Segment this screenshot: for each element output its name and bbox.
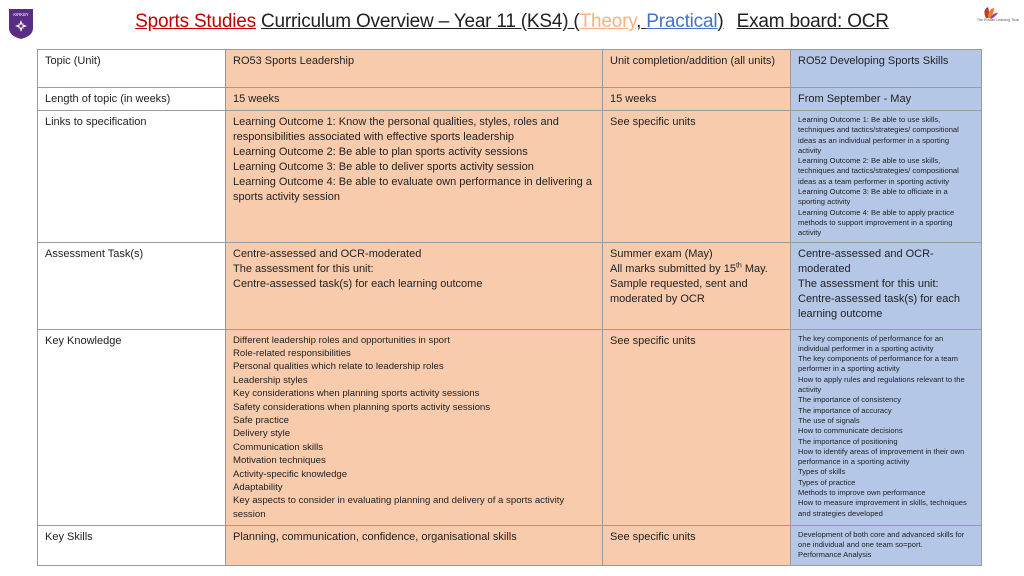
list-item: Centre-assessed task(s) for each learning outcome [798, 292, 961, 320]
trust-logo-icon [976, 4, 1020, 30]
list-item: Key considerations when planning sports activity sessions [233, 388, 480, 400]
cell-links-unit2: See specific units [603, 111, 791, 243]
list-item: Summer exam (May) [610, 247, 713, 260]
submit-month-text: May. [741, 262, 768, 275]
cell-knowledge-unit2: See specific units [603, 329, 791, 525]
list-item: The assessment for this unit: [233, 262, 374, 275]
cell-topic-unit1: RO53 Sports Leadership [226, 50, 603, 88]
list-item: The key components of performance for an individual performer in a sporting activity [798, 333, 944, 353]
list-item: Different leadership roles and opportunities in sport [233, 334, 450, 346]
list-item: Communication skills [233, 441, 324, 453]
title-comma: , [636, 11, 642, 32]
list-item: The importance of positioning [798, 436, 898, 446]
list-item: Centre-assessed task(s) for each learning outcome [233, 277, 483, 290]
list-item: Learning Outcome 3: Be able to deliver sports activity session [233, 161, 534, 173]
table-row-knowledge [38, 329, 982, 525]
row-label-skills: Key Skills [38, 525, 226, 565]
title-theory: Theory [579, 11, 637, 32]
table-row-skills [38, 525, 982, 565]
list-item: Safety considerations when planning sports activity sessions [233, 401, 491, 413]
ordinal-suffix: th [735, 261, 742, 269]
title-exam-board: Exam board: OCR [736, 11, 889, 32]
list-item: How to communicate decisions [798, 426, 903, 436]
list-item: The use of signals [798, 415, 860, 425]
list-item: The importance of accuracy [798, 405, 892, 415]
cell-assessment-unit2 [603, 242, 791, 329]
list-item: The key components of performance for a team performer in a sporting activity [798, 354, 958, 374]
list-item: Performance Analysis [798, 550, 872, 560]
table-row-assessment [38, 242, 982, 329]
list-item: Learning Outcome 3: Be able to officiate in a sporting activity [798, 187, 948, 207]
list-item: Learning Outcome 2: Be able to use skills, techniques and tactics/strategies/ compositional ideas as a team performer in sporting activity [798, 156, 959, 186]
list-item: Learning Outcome 2: Be able to plan sports activity sessions [233, 146, 528, 158]
list-item: Types of practice [798, 477, 856, 487]
list-item: Adaptability [233, 482, 283, 494]
title-close: ) [717, 11, 724, 32]
cell-assessment-unit1 [226, 242, 603, 329]
cell-links-unit3 [791, 111, 982, 243]
curriculum-table [37, 49, 982, 566]
cell-topic-unit2: Unit completion/addition (all units) [603, 50, 791, 88]
cell-skills-unit1: Planning, communication, confidence, organisational skills [226, 525, 603, 565]
list-item: How to identify areas of improvement in their own performance in a sporting activity [798, 446, 965, 467]
submit-deadline-text: All marks submitted by 15 [610, 262, 736, 275]
row-label-length: Length of topic (in weeks) [38, 88, 226, 111]
list-item: Types of skills [798, 467, 846, 477]
row-label-topic: Topic (Unit) [38, 50, 226, 88]
cell-skills-unit2: See specific units [603, 525, 791, 565]
list-item: Role-related responsibilities [233, 347, 351, 359]
list-item: Safe practice [233, 415, 289, 426]
cell-links-unit1 [226, 111, 603, 243]
list-item [610, 262, 783, 277]
title-practical: Practical [646, 11, 718, 32]
list-item: The assessment for this unit: [798, 277, 939, 290]
list-item: How to measure improvement in skills, techniques and strategies developed [798, 498, 967, 518]
cell-length-unit2: 15 weeks [603, 88, 791, 111]
row-label-assessment: Assessment Task(s) [38, 242, 226, 329]
title-main: Curriculum Overview – Year 11 (KS4) ( [261, 11, 580, 32]
list-item: Learning Outcome 4: Be able to apply practice methods to support improvement in a sporting activity [798, 207, 955, 238]
list-item: Sample requested, sent and moderated by OCR [610, 277, 748, 305]
list-item: How to apply rules and regulations relevant to the activity [798, 374, 965, 395]
list-item: Personal qualities which relate to leadership roles [233, 361, 444, 373]
cell-length-unit3: From September - May [791, 88, 982, 111]
list-item: Delivery style [233, 428, 291, 440]
table-row-links [38, 111, 982, 243]
list-item: Key aspects to consider in evaluating planning and delivery of a sports activity session [233, 495, 565, 520]
cell-skills-unit3 [791, 525, 982, 565]
list-item: Motivation techniques [233, 455, 326, 467]
list-item: Methods to improve own performance [798, 488, 926, 498]
cell-topic-unit3: RO52 Developing Sports Skills [791, 50, 982, 88]
title-subject: Sports Studies [135, 11, 256, 32]
list-item: Activity-specific knowledge [233, 468, 348, 480]
trust-logo-text: The Rowan Learning Trust [976, 18, 1020, 22]
cell-knowledge-unit3 [791, 329, 982, 525]
list-item: The importance of consistency [798, 395, 901, 405]
list-item: Centre-assessed and OCR-moderated [233, 247, 422, 260]
row-label-links: Links to specification [38, 111, 226, 243]
list-item: Development of both core and advanced skills for one individual and one team so=port. [798, 529, 965, 549]
list-item: Learning Outcome 1: Know the personal qualities, styles, roles and responsibilities associated with effective sports leadership [233, 116, 559, 143]
crest-text: KIRKBY [13, 12, 29, 17]
cell-knowledge-unit1 [226, 329, 603, 525]
table-row-topic [38, 50, 982, 88]
cell-assessment-unit3 [791, 242, 982, 329]
list-item: Learning Outcome 4: Be able to evaluate own performance in delivering a sports activity session [233, 176, 592, 203]
row-label-knowledge: Key Knowledge [38, 329, 226, 525]
list-item: Centre-assessed and OCR-moderated [798, 247, 934, 275]
cell-length-unit1: 15 weeks [226, 88, 603, 111]
list-item: Learning Outcome 1: Be able to use skills, techniques and tactics/strategies/ compositional ideas as an individual performer in a sporting activity [798, 115, 959, 155]
page-title [0, 10, 1024, 34]
list-item: Leadership styles [233, 374, 308, 386]
table-row-length [38, 88, 982, 111]
